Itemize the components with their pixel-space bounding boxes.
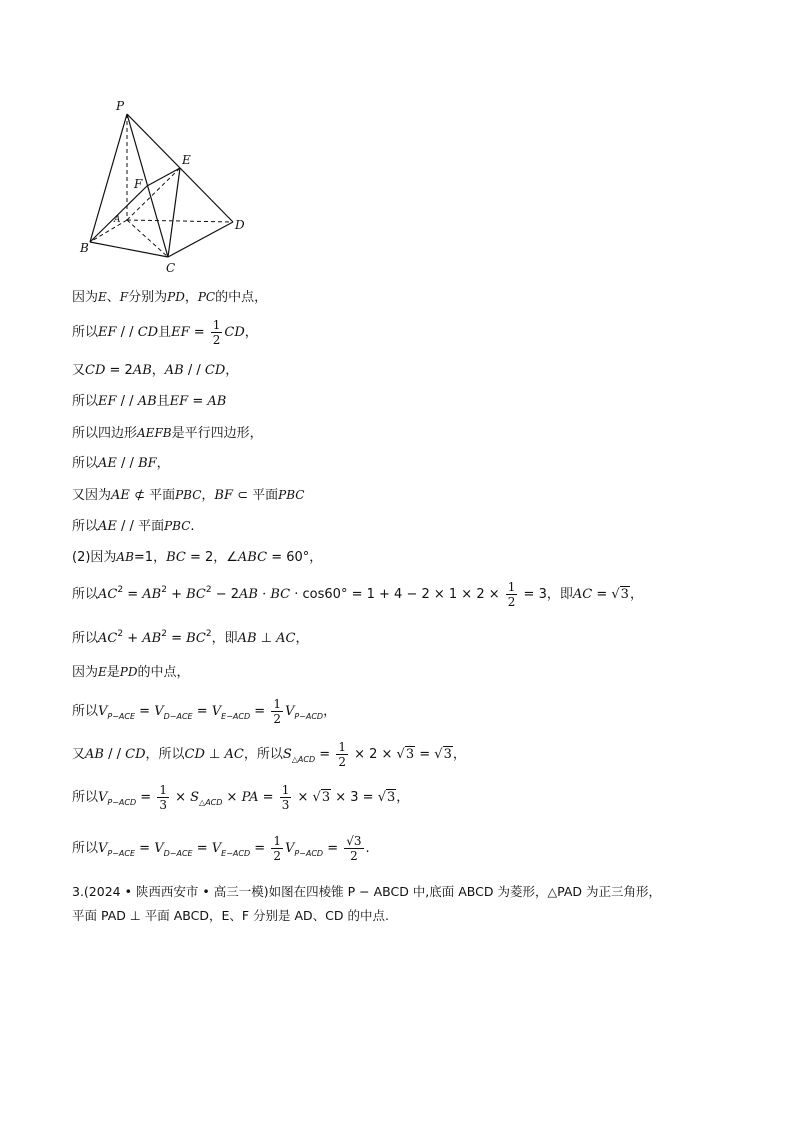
proof-line-10: 所以$AC^2 = AB^2 + BC^2 - 2AB$ · BC · cos60° = 1 + 4 − 2 × 1 × 2 × $\frac{1}{2}$ = 3，即AC = √3， — [72, 580, 643, 609]
proof-line-13: 所以$V_{P-ACE} = V_{D-ACE} = V_{E-ACD}$ = $\frac{1}{2}$ $V_{P-ACD}$， — [72, 697, 337, 726]
proof-line-9: (2)因为AB=1，BC = 2，∠ABC = 60°， — [72, 550, 323, 565]
pyramid-figure — [70, 92, 270, 282]
problem-3-line-1: 3.(2024 • 陕西西安市 • 高三一模)如图在四棱锥 P − ABCD 中,底面 ABCD 为菱形，△PAD 为正三角形， — [72, 884, 661, 899]
proof-line-8: 所以AE / / 平面PBC. — [72, 519, 195, 534]
proof-line-14: 又AB / / CD，所以CD ⊥ AC，所以$S_{\triangle ACD}$ = $\frac{1}{2}$ × 2 × √3 = √3， — [72, 740, 466, 769]
proof-line-3: 又CD = 2AB，AB / / CD， — [72, 363, 239, 378]
proof-line-11: 所以$AC^2 + AB^2 = BC^2$，即AB ⊥ AC， — [72, 629, 309, 646]
proof-line-2: 所以EF / / CD且EF = $\frac{1}{2}$ CD， — [72, 318, 258, 347]
proof-line-5: 所以四边形AEFB是平行四边形， — [72, 426, 263, 441]
proof-line-4: 所以EF / / AB且EF = AB — [72, 394, 227, 409]
problem-3-line-2: 平面 PAD ⊥ 平面 ABCD，E、F 分别是 AD、CD 的中点. — [72, 908, 389, 923]
label-B: B — [80, 241, 89, 255]
label-C: C — [166, 261, 176, 275]
proof-line-1: 因为E、F分别为PD，PC的中点， — [72, 290, 268, 305]
problem-3 — [72, 880, 732, 928]
label-E: E — [182, 153, 191, 167]
label-A: A — [114, 215, 121, 225]
label-P: P — [116, 99, 125, 113]
proof-line-6: 所以AE / / BF， — [72, 456, 170, 471]
label-F: F — [134, 177, 143, 191]
proof-line-12: 因为E是PD的中点， — [72, 665, 190, 680]
label-D: D — [235, 218, 245, 232]
proof-line-16: 所以$V_{P-ACE} = V_{D-ACE} = V_{E-ACD}$ = $\frac{1}{2}$ $V_{P-ACD}$ = $\frac{√3}{2}$ . — [72, 834, 370, 863]
proof-line-7: 又因为AE ⊄ 平面PBC，BF ⊂ 平面PBC — [72, 488, 305, 503]
proof-line-15: 所以$V_{P-ACD}$ = $\frac{1}{3}$ × $S_{\triangle ACD}$ × PA = $\frac{1}{3}$ × √3 × 3 = √3， — [72, 783, 410, 812]
